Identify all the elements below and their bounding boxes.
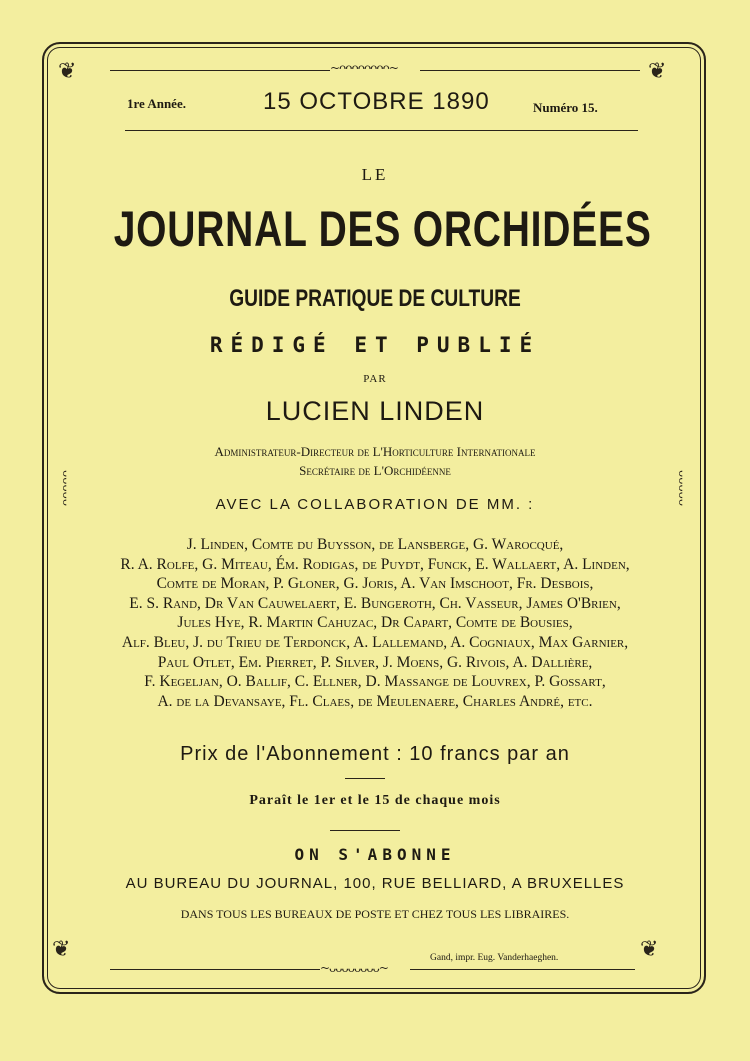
collaborator-line: Alf. Bleu, J. du Trieu de Terdonck, A. Lallemand, A. Cogniaux, Max Garnier, <box>121 633 629 651</box>
issue-number: Numéro 15. <box>533 100 598 115</box>
corner-ornament-bottom-right: ❦ <box>640 936 659 961</box>
bottom-rule-right <box>410 969 635 970</box>
short-divider <box>345 778 385 779</box>
by-label: PAR <box>363 373 387 385</box>
collaborator-line: Paul Otlet, Em. Pierret, P. Silver, J. Moens, G. Rivois, A. Dallière, <box>157 653 593 671</box>
left-wave-ornament: ᴗᴗᴗᴗᴗ <box>60 470 74 507</box>
collaborator-line: E. S. Rand, Dr Van Cauwelaert, E. Bungeroth, Ch. Vasseur, James O'Brien, <box>129 594 621 612</box>
subscription-price: Prix de l'Abonnement : 10 francs par an <box>180 743 570 765</box>
subscribe-heading: ON S'ABONNE <box>294 845 456 864</box>
top-rule-right <box>420 70 640 71</box>
corner-ornament-top-left: ❦ <box>58 58 77 83</box>
printer-imprint: Gand, impr. Eug. Vanderhaeghen. <box>430 953 559 963</box>
publication-schedule: Paraît le 1er et le 15 de chaque mois <box>249 793 501 808</box>
bottom-rule-left <box>110 969 320 970</box>
author-name: LUCIEN LINDEN <box>265 396 485 426</box>
collaborator-line: Comte de Moran, P. Gloner, G. Joris, A. Van Imschoot, Fr. Desbois, <box>156 575 594 593</box>
top-wave-ornament: ~ᴖᴖᴖᴖᴖᴖᴖᴖ~ <box>330 61 398 75</box>
collaborator-line: R. A. Rolfe, G. Miteau, Ém. Rodigas, de Puydt, Funck, E. Wallaert, A. Linden, <box>120 555 630 573</box>
bottom-wave-ornament: ~ᴗᴗᴗᴗᴗᴗᴗᴗ~ <box>320 961 388 975</box>
title-article: LE <box>361 165 389 184</box>
right-wave-ornament: ᴗᴗᴗᴗᴗ <box>676 470 690 507</box>
issue-date: 15 OCTOBRE 1890 <box>263 88 490 115</box>
short-divider <box>330 830 400 831</box>
edited-published-label: RÉDIGÉ ET PUBLIÉ <box>209 333 541 357</box>
collaborator-line: F. Kegeljan, O. Ballif, C. Ellner, D. Massange de Louvrex, P. Gossart, <box>144 673 606 691</box>
header-divider <box>125 130 638 131</box>
journal-title: JOURNAL DES ORCHIDÉES <box>113 201 652 257</box>
author-role-secretary: Secrétaire de L'Orchidéenne <box>299 463 451 478</box>
office-address: AU BUREAU DU JOURNAL, 100, RUE BELLIARD, A BRUXELLES <box>125 875 625 892</box>
other-subscription-points: DANS TOUS LES BUREAUX DE POSTE ET CHEZ TOUS LES LIBRAIRES. <box>180 907 570 921</box>
year-label: 1re Année. <box>127 96 186 111</box>
collaborator-line: Jules Hye, R. Martin Cahuzac, Dr Capart, Comte de Bousies, <box>177 614 573 632</box>
collaborator-list <box>40 535 710 711</box>
corner-ornament-top-right: ❦ <box>648 58 667 83</box>
collaborator-line: J. Linden, Comte du Buysson, de Lansberge, G. Warocqué, <box>186 536 564 553</box>
top-rule-left <box>110 70 330 71</box>
collaborator-line: A. de la Devansaye, Fl. Claes, de Meulenaere, Charles André, etc. <box>157 692 593 710</box>
author-role-admin: Administrateur-Directeur de L'Horticulture Internationale <box>214 444 536 459</box>
corner-ornament-bottom-left: ❦ <box>52 936 71 961</box>
journal-subtitle: GUIDE PRATIQUE DE CULTURE <box>229 285 521 312</box>
collaboration-heading: AVEC LA COLLABORATION DE MM. : <box>215 496 535 513</box>
